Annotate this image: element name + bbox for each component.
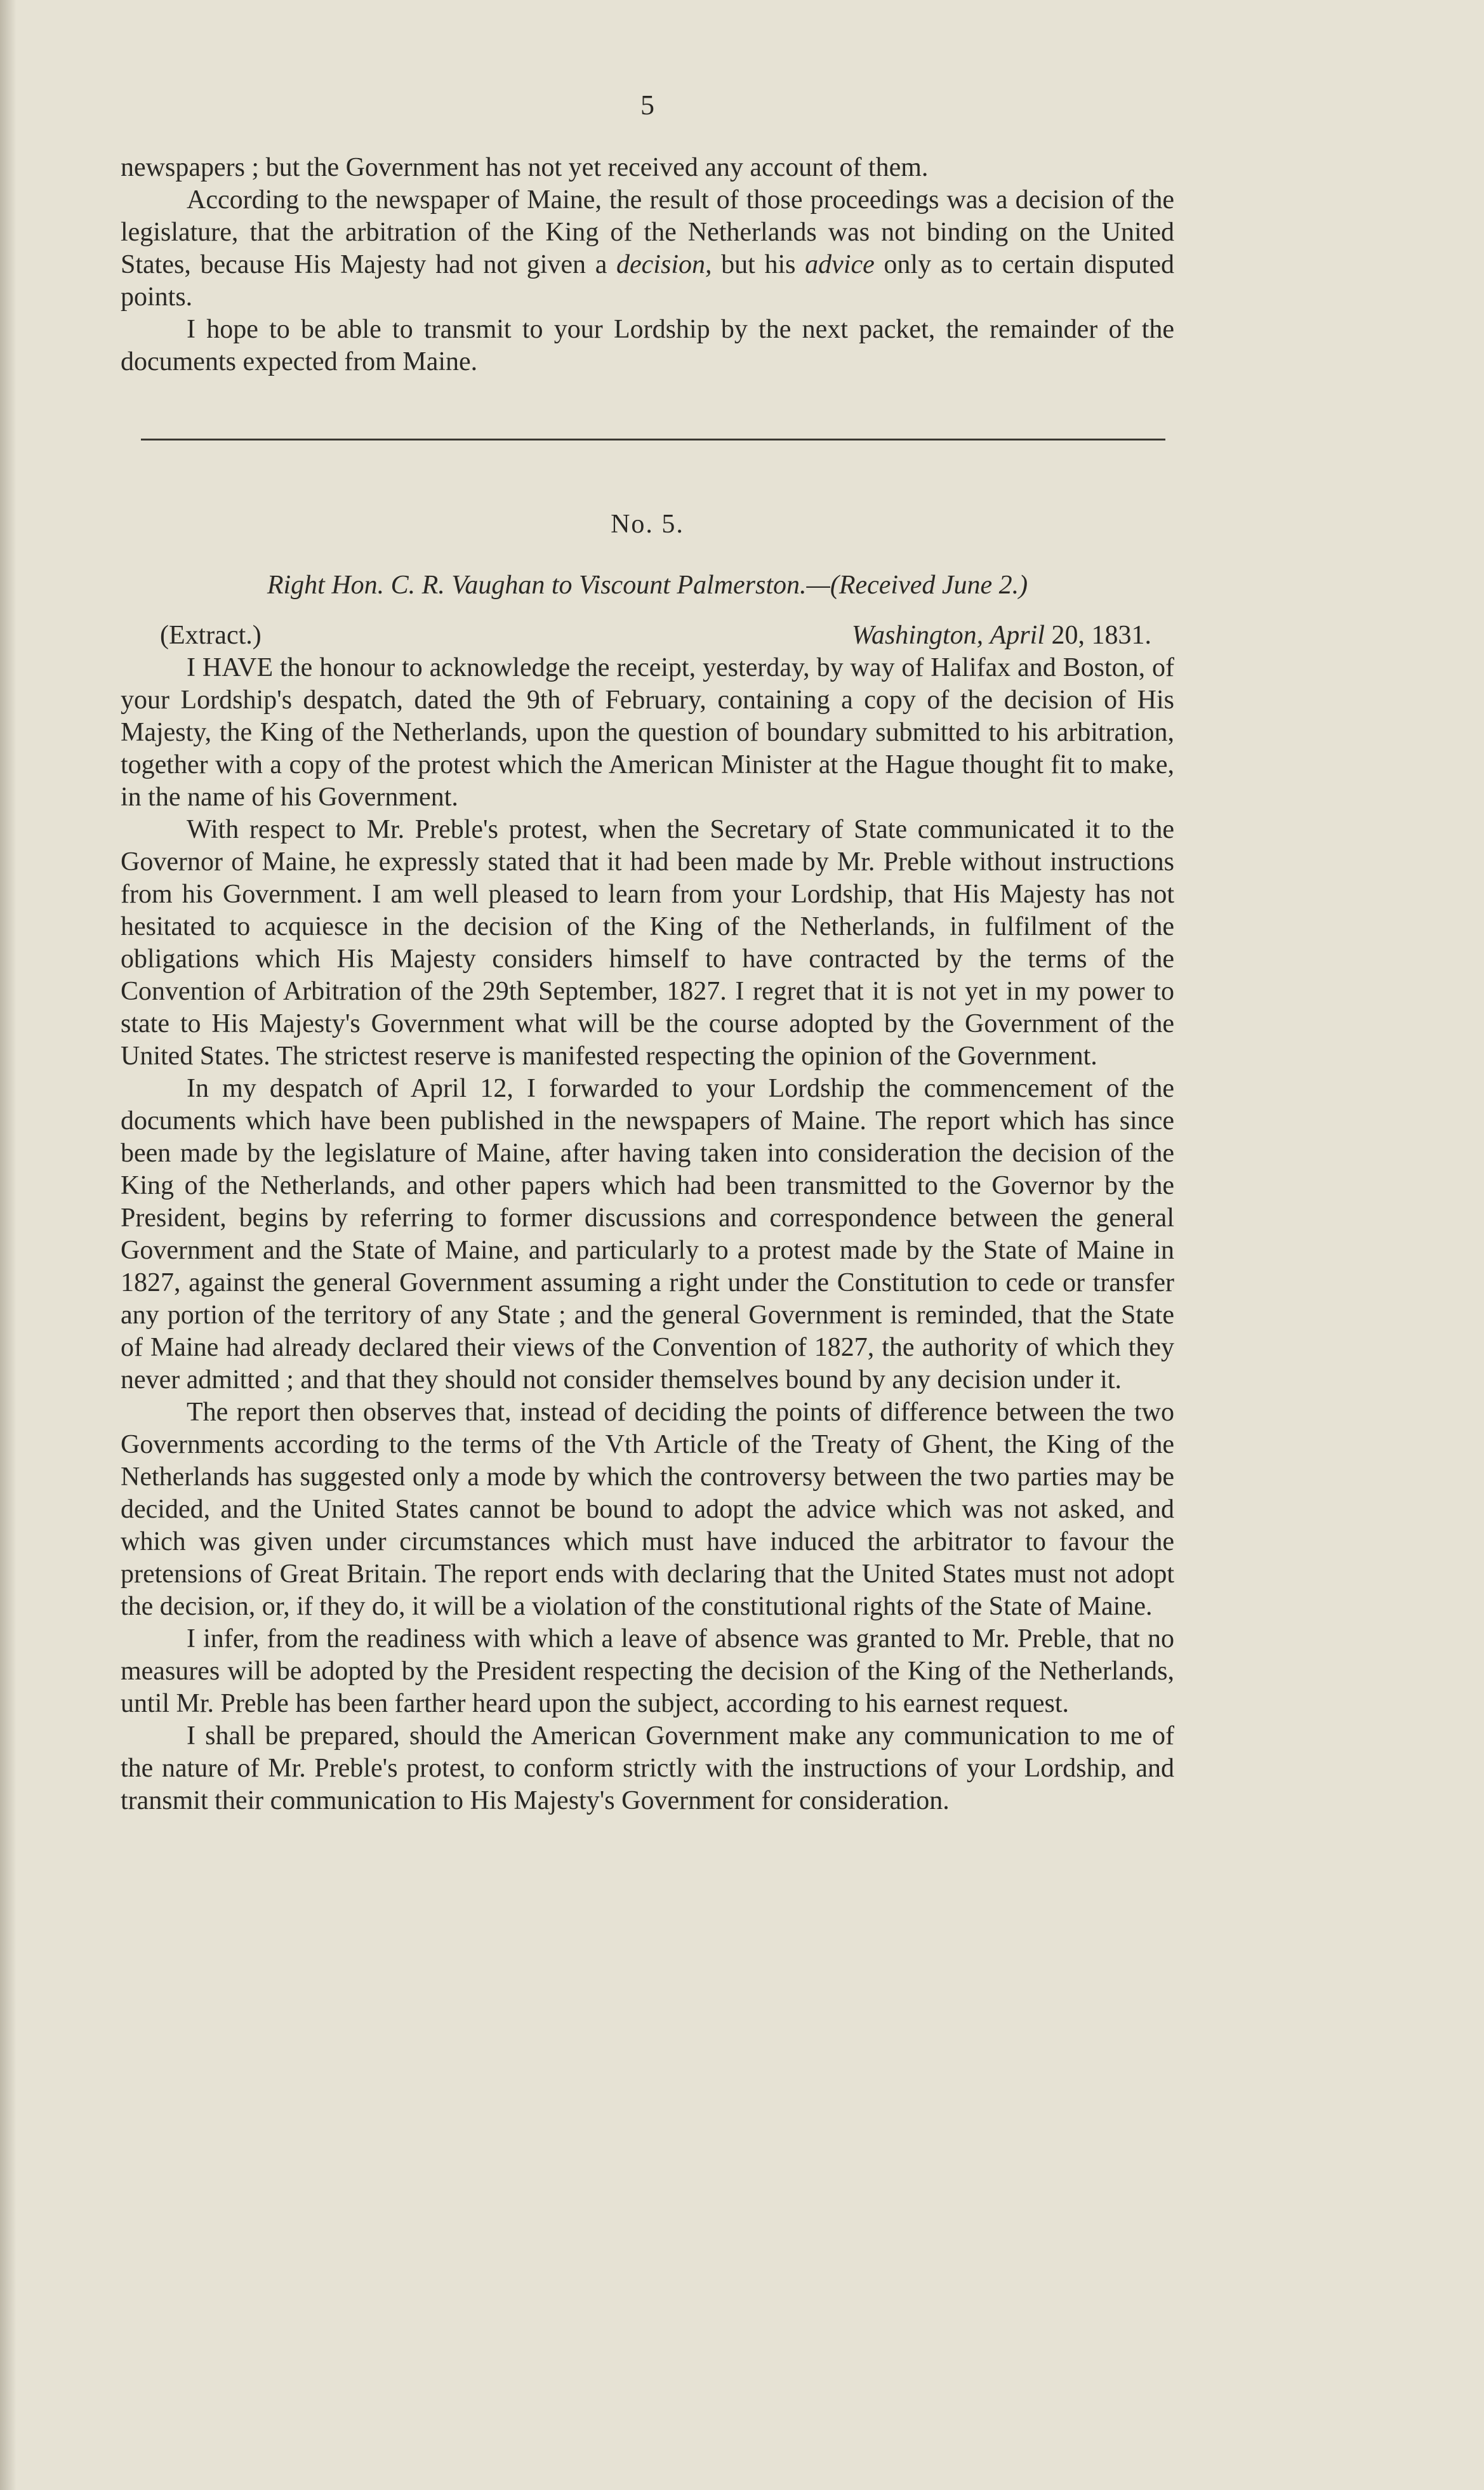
extract-label: (Extract.) xyxy=(160,621,262,650)
dateline-rest: 20, 1831. xyxy=(1051,621,1151,650)
dateline-month: April xyxy=(990,621,1045,650)
paragraph-continued: newspapers ; but the Government has not yet received any account of them. xyxy=(121,153,929,182)
document-number: No. 5. xyxy=(611,510,684,539)
italic-decision: decision, xyxy=(616,250,712,279)
paragraph-4: The report then observes that, instead of deciding the points of difference between the two Governments according to the terms of the Vth Article of the Treaty of Ghent, the King of the Netherlands has suggested only a mode by which the controversy between the two parties may be decided, and the United States cannot be bound to adopt the advice which was not asked, and which was given under circumstances which must have induced the arbitrator to favour the pretensions of Great Britain. The report ends with declaring that the United States must not adopt the decision, or, if they do, it will be a violation of the constitutional rights of the State of Maine. xyxy=(121,1398,1174,1621)
paragraph-3: In my despatch of April 12, I forwarded to your Lordship the commencement of the documents which have been published in the newspapers of Maine. The report which has since been made by the legislature of Maine, after having taken into consideration the decision of the King of the Netherlands, and other papers which had been transmitted to the Governor by the President, begins by referring to former discussions and correspondence between the general Government and the State of Maine, and particularly to a protest made by the State of Maine in 1827, against the general Government assuming a right under the Constitution to cede or transfer any portion of the territory of any State ; and the general Government is reminded, that the State of Maine had already declared their views of the Convention of 1827, the authority of which they never admitted ; and that they should not consider themselves bound by any decision under it. xyxy=(121,1074,1174,1394)
page-edge-shadow xyxy=(0,0,17,2490)
paragraph-text-mid: but his xyxy=(712,250,805,279)
dateline-place: Washington, xyxy=(851,621,984,650)
paragraph-hope-transmit: I hope to be able to transmit to your Lordship by the next packet, the remainder of the documents expected from Maine. xyxy=(121,315,1174,376)
page-number: 5 xyxy=(640,89,654,121)
italic-advice: advice xyxy=(805,250,875,279)
paragraph-1: I HAVE the honour to acknowledge the receipt, yesterday, by way of Halifax and Boston, of your Lordship's despatch, dated the 9th of February, containing a copy of the decision of His Majesty, the King of the Netherlands, upon the question of boundary submitted to his arbitration, together with a copy of the protest which the American Minister at the Hague thought fit to make, in the name of his Government. xyxy=(121,653,1174,812)
place-date xyxy=(852,619,1151,652)
dateline xyxy=(121,619,1174,652)
paragraph-text: According to the newspaper of Maine, the result of those proceedings was a decision of the legislature, that the arbitration of the King of the Netherlands was not binding on the United States, because His Majesty had not given a xyxy=(121,185,1174,279)
paragraph-text-end: only as to certain disputed points. xyxy=(121,250,1175,312)
section-divider xyxy=(141,439,1165,440)
document-page xyxy=(121,89,1174,1817)
letter-heading: Right Hon. C. R. Vaughan to Viscount Palmerston.—(Received June 2.) xyxy=(267,571,1028,600)
paragraph-2: With respect to Mr. Preble's protest, when the Secretary of State communicated it to the Governor of Maine, he expressly stated that it had been made by Mr. Preble without instructions from his Government. I am well pleased to learn from your Lordship, that His Majesty has not hesitated to acquiesce in the decision of the King of the Netherlands, in fulfilment of the obligations which His Majesty considers himself to have contracted by the terms of the Convention of Arbitration of the 29th September, 1827. I regret that it is not yet in my power to state to His Majesty's Government what will be the course adopted by the Government of the United States. The strictest reserve is manifested respecting the opinion of the Government. xyxy=(121,815,1174,1071)
paragraph-maine-newspaper xyxy=(121,184,1174,314)
paragraph-6: I shall be prepared, should the American Government make any communication to me of the nature of Mr. Preble's protest, to conform strictly with the instructions of your Lordship, and transmit their communication to His Majesty's Government for consideration. xyxy=(121,1721,1174,1815)
paragraph-5: I infer, from the readiness with which a leave of absence was granted to Mr. Preble, that no measures will be adopted by the President respecting the decision of the King of the Netherlands, until Mr. Preble has been farther heard upon the subject, according to his earnest request. xyxy=(121,1624,1174,1718)
